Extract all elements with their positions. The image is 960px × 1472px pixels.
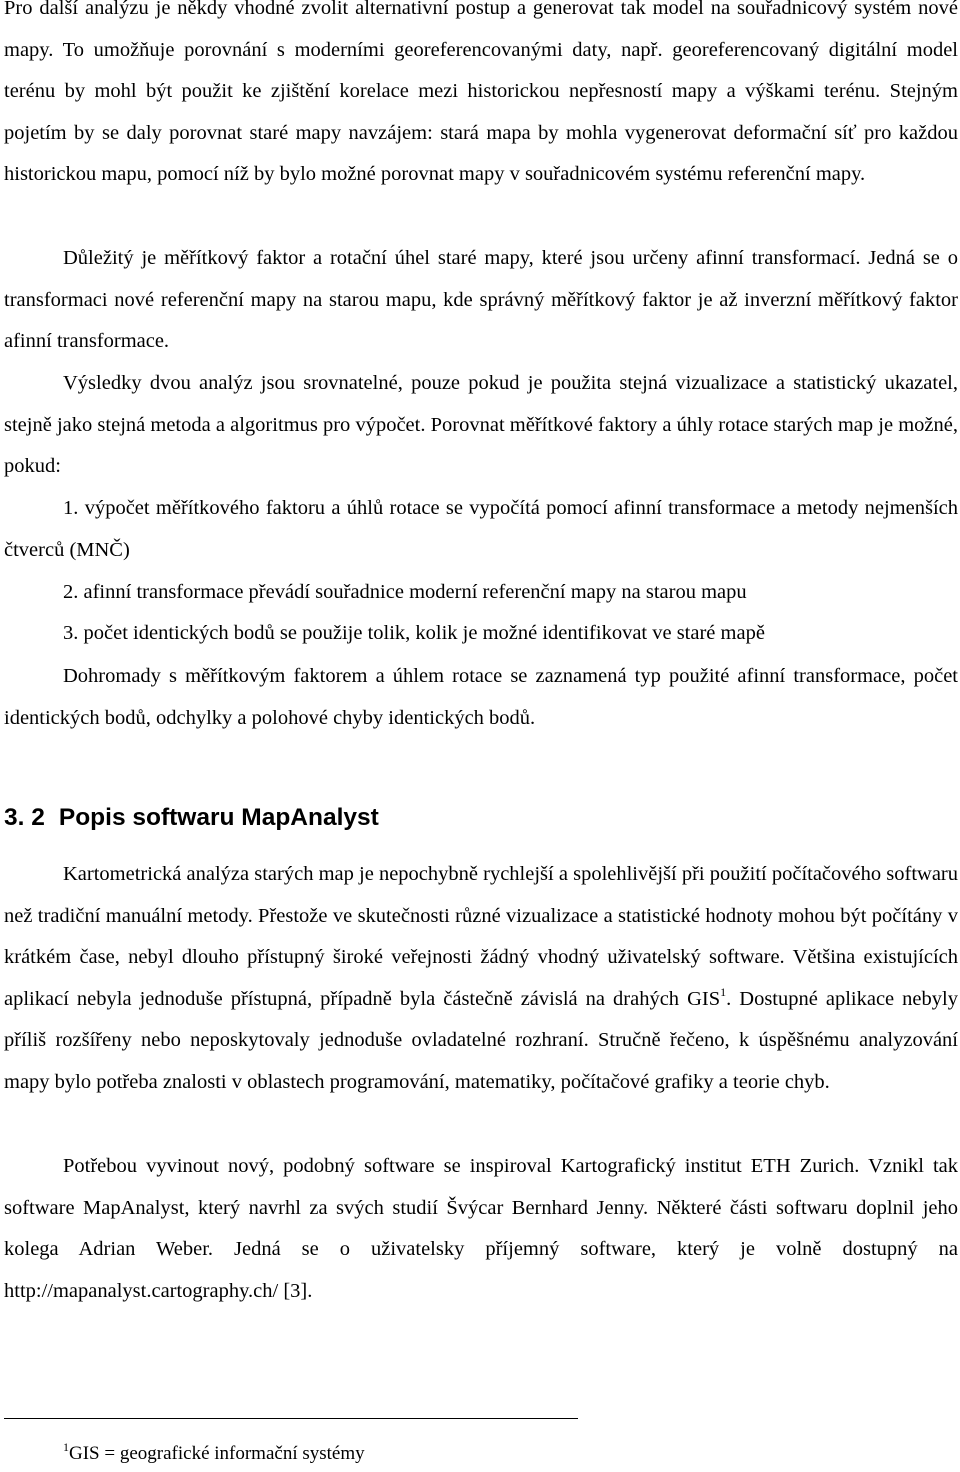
footnote-separator [4,1418,578,1419]
paragraph-text-part: Kartometrická analýza starých map je nepochybně rychlejší a spolehlivější při použití počítačového softwaru než tradiční manuální metody. Přestože ve skutečnosti různé vizualizace a statistické hodnoty mohou být počítány v krátkém čase, nebyl dlouho přístupný široké veřejnosti žádný vhodný uživatelský software. Většina existujících aplikací nebyla jednoduše přístupná, případně byla částečně závislá na drahých GIS [4,863,958,1010]
paragraph-mapanalyst-origin: Potřebou vyvinout nový, podobný software se inspiroval Kartografický institut ETH Zurich. Vznikl tak software MapAnalyst, který navrhl za svých studií Švýcar Bernhard Jenny. Některé části softwaru doplnil jeho kolega Adrian Weber. Jedná se o uživatelsky příjemný software, který je volně dostupný na http://mapanalyst.cartography.ch/ [3]. [4,1155,958,1302]
list-item-3: 3. počet identických bodů se použije tolik, kolik je možné identifikovat ve staré mapě [63,622,765,644]
footnote-marker: 1 [63,1440,69,1454]
paragraph-alternative-procedure: Pro další analýzu je někdy vhodné zvolit alternativní postup a generovat tak model na souřadnicový systém nové mapy. To umožňuje porovnání s moderními georeferencovanými daty, např. georeferencovaný digitální model terénu by mohl být použit ke zjištění korelace mezi historickou nepřesností mapy a výškami terénu. Stejným pojetím by se daly porovnat staré mapy navzájem: stará mapa by mohla vygenerovat deformační síť pro každou historickou mapu, pomocí níž by bylo možné porovnat mapy v souřadnicovém systému referenční mapy. [4,0,958,186]
footnote-reference: 1 [720,984,727,999]
paragraph-together: Dohromady s měřítkovým faktorem a úhlem rotace se zaznamená typ použité afinní transformace, počet identických bodů, odchylky a polohové chyby identických bodů. [4,665,958,729]
footnote-text: GIS = geografické informační systémy [69,1443,365,1464]
section-number: 3. 2 [4,804,45,831]
paragraph-text-part: . Dostupné aplikace nebyly příliš rozšířeny nebo neposkytovaly jednoduše ovladatelné rozhraní. Stručně řečeno, k úspěšnému analyzování mapy bylo potřeba znalosti v oblastech programování, matematiky, počítačové grafiky a teorie chyb. [4,987,958,1093]
paragraph-cartometric-analysis [4,854,958,1104]
section-heading [4,798,379,838]
section-title: Popis softwaru MapAnalyst [58,804,379,831]
paragraph-comparable-results: Výsledky dvou analýz jsou srovnatelné, pouze pokud je použita stejná vizualizace a statistický ukazatel, stejně jako stejná metoda a algoritmus pro výpočet. Porovnat měřítkové faktory a úhly rotace starých map je možné, pokud: [4,372,958,478]
footnote [63,1441,365,1467]
list-item-2: 2. afinní transformace převádí souřadnice moderní referenční mapy na starou mapu [63,581,747,603]
paragraph-scale-factor: Důležitý je měřítkový faktor a rotační úhel staré mapy, které jsou určeny afinní transformací. Jedná se o transformaci nové referenční mapy na starou mapu, kde správný měřítkový faktor je až inverzní měřítkový faktor afinní transformace. [4,247,958,353]
list-item-1: 1. výpočet měřítkového faktoru a úhlů rotace se vypočítá pomocí afinní transformace a metody nejmenších čtverců (MNČ) [4,497,958,561]
